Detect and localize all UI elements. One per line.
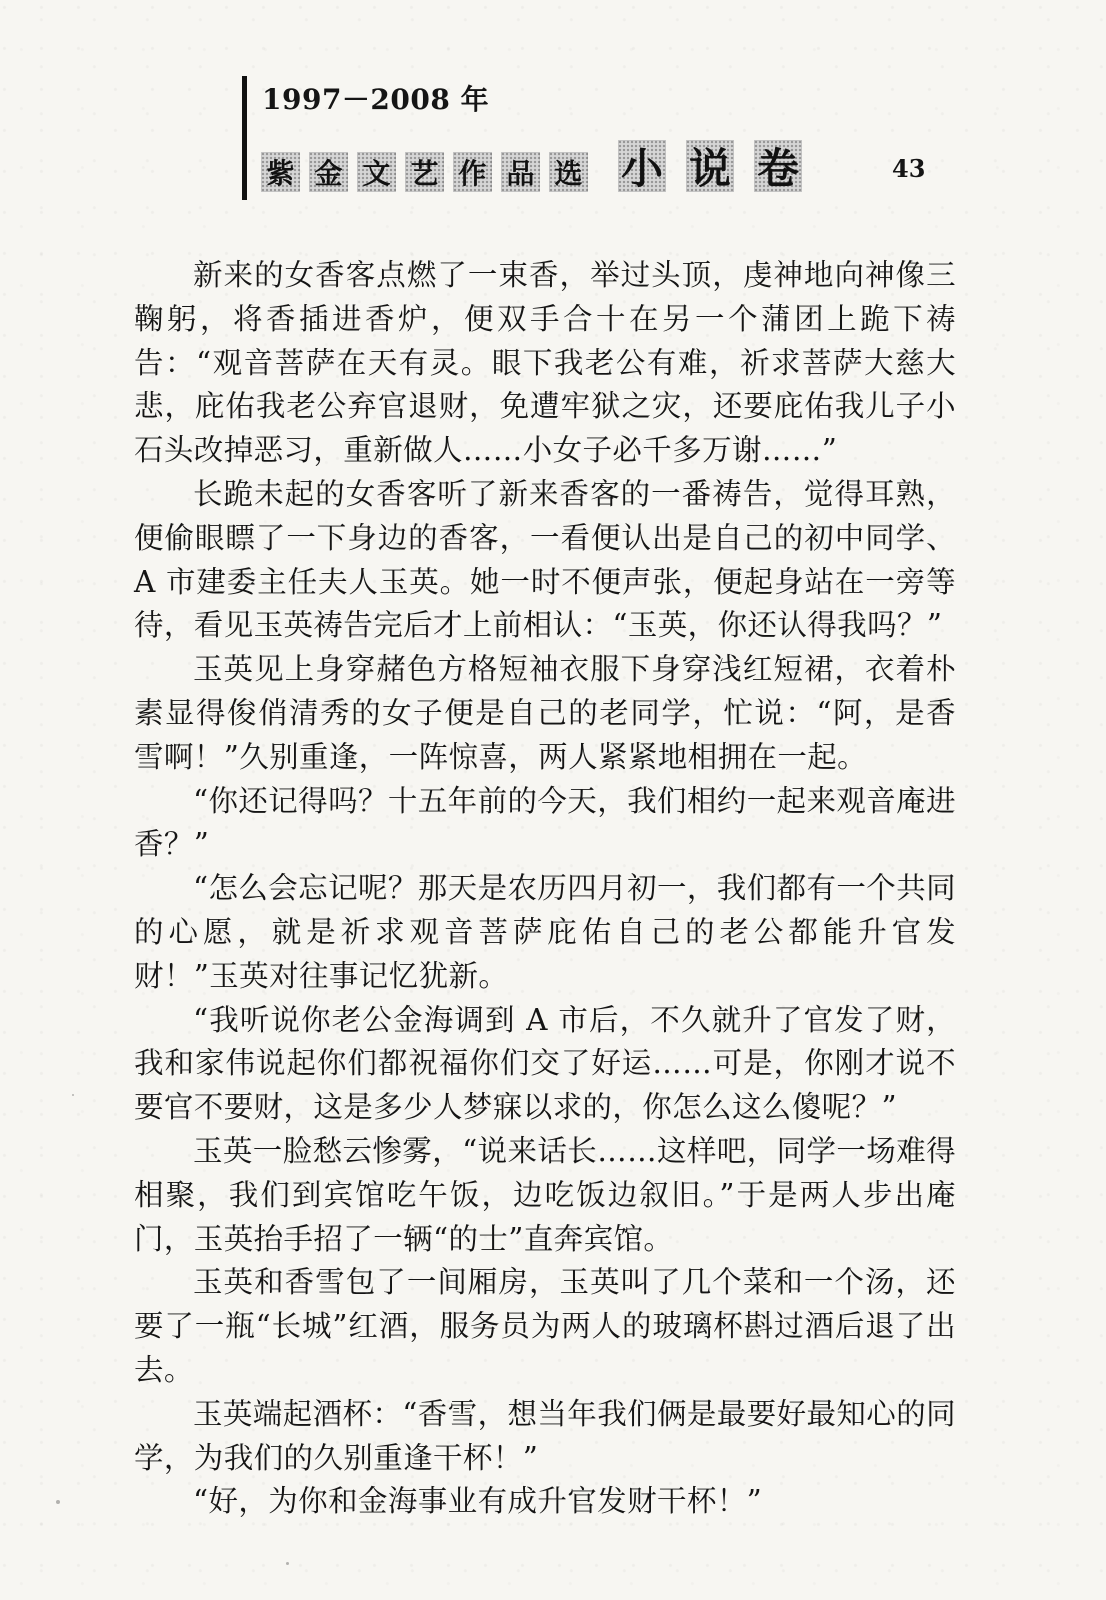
paragraph: 长跪未起的女香客听了新来香客的一番祷告，觉得耳熟，便偷眼瞟了一下身边的香客，一看便认出是自己的初中同学、A 市建委主任夫人玉英。她一时不便声张，便起身站在一旁等待，看见玉英祷告完后才上前相认：“玉英，你还认得我吗？” (134, 476, 956, 643)
series-title (261, 134, 822, 192)
story-body (134, 254, 956, 1519)
paragraph: 玉英和香雪包了一间厢房，玉英叫了几个菜和一个汤，还要了一瓶“长城”红酒，服务员为两人的玻璃杯斟过酒后退了出去。 (134, 1265, 956, 1387)
paragraph: 新来的女香客点燃了一束香，举过头顶，虔神地向神像三鞠躬，将香插进香炉，便双手合十在另一个蒲团上跪下祷告：“观音菩萨在天有灵。眼下我老公有难，祈求菩萨大慈大悲，庇佑我老公弃官退财，免遭牢狱之灾，还要庇佑我儿子小石头改掉恶习，重新做人……小女子必千多万谢……” (134, 258, 956, 468)
paragraph: “怎么会忘记呢？那天是农历四月初一，我们都有一个共同的心愿，就是祈求观音菩萨庇佑自己的老公都能升官发财！”玉英对往事记忆犹新。 (134, 871, 956, 993)
header-vertical-rule (242, 76, 247, 200)
series-title-char: 文 (357, 152, 396, 192)
scan-speck (56, 1500, 60, 1504)
scan-speck (72, 1094, 74, 1096)
series-title-char: 品 (501, 152, 540, 192)
series-title-char: 紫 (261, 152, 300, 192)
volume-title-char: 卷 (754, 140, 802, 192)
scan-speck (286, 1562, 289, 1565)
header-year-range: 1997－2008 年 (262, 83, 490, 116)
running-header (242, 76, 932, 204)
paragraph: 玉英端起酒杯：“香雪，想当年我们俩是最要好最知心的同学，为我们的久别重逢干杯！” (134, 1396, 956, 1475)
paragraph: “好，为你和金海事业有成升官发财干杯！” (193, 1484, 763, 1519)
volume-title-char: 说 (686, 140, 734, 192)
page-number: 43 (892, 154, 926, 183)
series-title-char: 选 (549, 152, 588, 192)
series-title-char: 艺 (405, 152, 444, 192)
paragraph: “我听说你老公金海调到 A 市后，不久就升了官发了财，我和家伟说起你们都祝福你们交了好运……可是，你刚才说不要官不要财，这是多少人梦寐以求的，你怎么这么傻呢？” (134, 1002, 956, 1125)
paragraph: 玉英一脸愁云惨雾，“说来话长……这样吧，同学一场难得相聚，我们到宾馆吃午饭，边吃饭边叙旧。”于是两人步出庵门，玉英抬手招了一辆“的士”直奔宾馆。 (134, 1133, 956, 1256)
series-title-char: 金 (309, 152, 348, 192)
paragraph: “你还记得吗？十五年前的今天，我们相约一起来观音庵进香？” (134, 783, 956, 862)
series-title-char: 作 (453, 152, 492, 192)
paragraph: 玉英见上身穿赭色方格短袖衣服下身穿浅红短裙，衣着朴素显得俊俏清秀的女子便是自己的老同学，忙说：“阿，是香雪啊！”久别重逢，一阵惊喜，两人紧紧地相拥在一起。 (134, 652, 956, 774)
volume-title-char: 小 (618, 140, 666, 192)
